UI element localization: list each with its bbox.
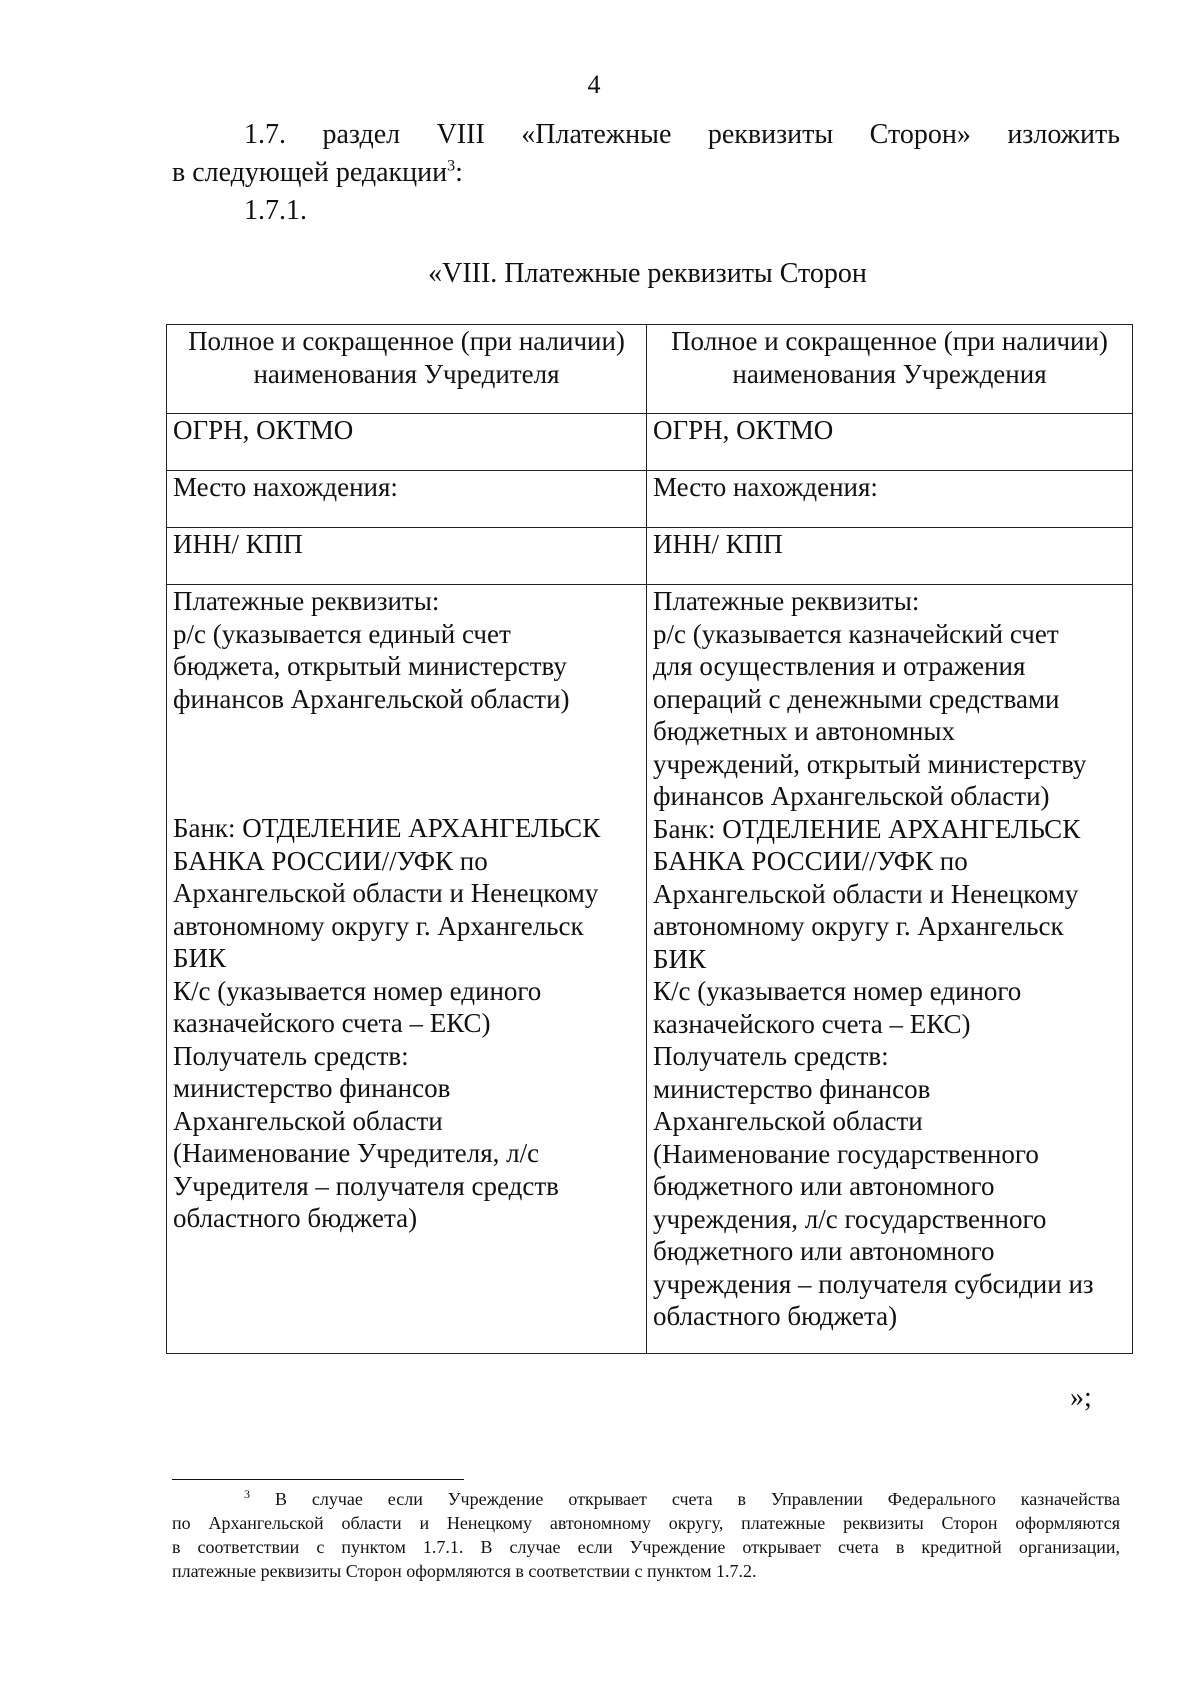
table-row <box>167 528 1133 585</box>
amendment-paragraph <box>172 116 1120 192</box>
word: «Платежные <box>521 119 672 150</box>
text-line: автономному округу г. Архангельск <box>653 911 1064 941</box>
text-line: для осуществления и отражения <box>653 651 1026 681</box>
text-line: бюджетного или автономного <box>653 1236 995 1266</box>
footnote-reference: 3 <box>447 157 456 175</box>
line-text: в следующей редакции <box>172 157 448 188</box>
text-line: учреждения – получателя субсидии из <box>653 1268 1094 1299</box>
text-line: Получатель средств: <box>653 1041 889 1071</box>
header-cell-institution: Полное и сокращенное (при наличии) наименования Учреждения <box>647 325 1133 414</box>
cell-ogrn-institution: ОГРН, ОКТМО <box>647 414 1133 471</box>
text-line: автономному округу г. Архангельск <box>173 910 584 941</box>
requisites-table <box>166 324 1133 1354</box>
amendment-paragraph-line-1 <box>172 116 1120 154</box>
text-line: К/с (указывается номер единого <box>653 976 1022 1006</box>
table-header-row <box>167 325 1133 414</box>
text-line: бюджетного или автономного <box>653 1171 995 1201</box>
text-line: финансов Архангельской области) <box>653 781 1050 811</box>
text-line: министерство финансов <box>653 1073 931 1104</box>
text-line: Архангельской области <box>653 1106 923 1136</box>
text-line: Архангельской области и Ненецкому <box>653 878 1079 909</box>
word: VIII <box>436 119 485 150</box>
cell-inn-institution: ИНН/ КПП <box>647 528 1133 585</box>
text-line: Учредителя – получателя средств <box>173 1170 559 1201</box>
text-line: БИК <box>653 943 707 974</box>
text-line: Архангельской области <box>173 1105 443 1136</box>
text-line: министерство финансов <box>173 1073 451 1103</box>
footnote-marker: 3 <box>244 1487 250 1501</box>
footnote-line: по Архангельской области и Ненецкому автономному округу, платежные реквизиты Сторон оформляются <box>172 1513 1120 1533</box>
amendment-paragraph-line-2 <box>172 154 1120 192</box>
text-line: БАНКА РОССИИ//УФК по <box>173 845 488 876</box>
footnote-line: платежные реквизиты Сторон оформляются в соответствии с пунктом 1.7.2. <box>172 1561 757 1581</box>
text-line: Банк: ОТДЕЛЕНИЕ АРХАНГЕЛЬСК <box>653 813 1081 844</box>
text-line: казначейского счета – ЕКС) <box>173 1008 491 1038</box>
closing-quote-mark: »; <box>1070 1382 1092 1413</box>
text-line: операций с денежными средствами <box>653 683 1060 714</box>
header-cell-founder: Полное и сокращенное (при наличии) наименования Учредителя <box>167 325 647 414</box>
text-line: К/с (указывается номер единого <box>173 975 542 1006</box>
page-number: 4 <box>587 70 601 99</box>
footnote-separator <box>172 1479 464 1480</box>
footnote <box>172 1487 1120 1583</box>
spacer <box>173 715 640 812</box>
text-line: финансов Архангельской области) <box>173 683 570 714</box>
text-line: р/с (указывается казначейский счет <box>653 618 1059 649</box>
cell-location-founder: Место нахождения: <box>167 471 647 528</box>
text-line: Архангельской области и Ненецкому <box>173 878 599 908</box>
text-line: БАНКА РОССИИ//УФК по <box>653 846 968 876</box>
text-line: областного бюджета) <box>653 1301 898 1331</box>
text-line: учреждений, открытый министерству <box>653 748 1087 779</box>
word: раздел <box>322 119 401 150</box>
section-heading: «VIII. Платежные реквизиты Сторон <box>428 258 867 289</box>
cell-ogrn-founder: ОГРН, ОКТМО <box>167 414 647 471</box>
cell-requisites-founder <box>167 585 647 1354</box>
text-line: р/с (указывается единый счет <box>173 618 511 649</box>
cell-inn-founder: ИНН/ КПП <box>167 528 647 585</box>
cell-location-institution: Место нахождения: <box>647 471 1133 528</box>
footnote-line: в соответствии с пунктом 1.7.1. В случае если Учреждение открывает счета в кредитной организации, <box>172 1537 1120 1557</box>
word: изложить <box>1007 119 1120 150</box>
text-line: областного бюджета) <box>173 1203 418 1233</box>
word: реквизиты <box>707 119 834 150</box>
text-line: (Наименование государственного <box>653 1138 1039 1169</box>
text-line: БИК <box>173 943 227 973</box>
word: Сторон» <box>869 119 971 150</box>
text-line: Получатель средств: <box>173 1040 409 1071</box>
text-line: Банк: ОТДЕЛЕНИЕ АРХАНГЕЛЬСК <box>173 813 601 843</box>
text-line: Платежные реквизиты: <box>173 586 440 616</box>
table-row-requisites <box>167 585 1133 1354</box>
text-line: (Наименование Учредителя, л/с <box>173 1138 540 1168</box>
table-row <box>167 471 1133 528</box>
footnote-line <box>172 1487 1120 1511</box>
text-line: казначейского счета – ЕКС) <box>653 1008 971 1039</box>
text-line: учреждения, л/с государственного <box>653 1203 1047 1234</box>
footnote-text: В случае если Учреждение открывает счета в Управлении Федерального казначейства <box>274 1489 1120 1509</box>
table-row <box>167 414 1133 471</box>
text-line: бюджетных и автономных <box>653 716 956 746</box>
text-line: бюджета, открытый министерству <box>173 651 567 681</box>
subclause-number: 1.7.1. <box>244 195 307 226</box>
line-end: : <box>455 157 463 188</box>
text-line: Платежные реквизиты: <box>653 586 920 616</box>
word: 1.7. <box>244 119 286 150</box>
cell-requisites-institution <box>647 585 1133 1354</box>
